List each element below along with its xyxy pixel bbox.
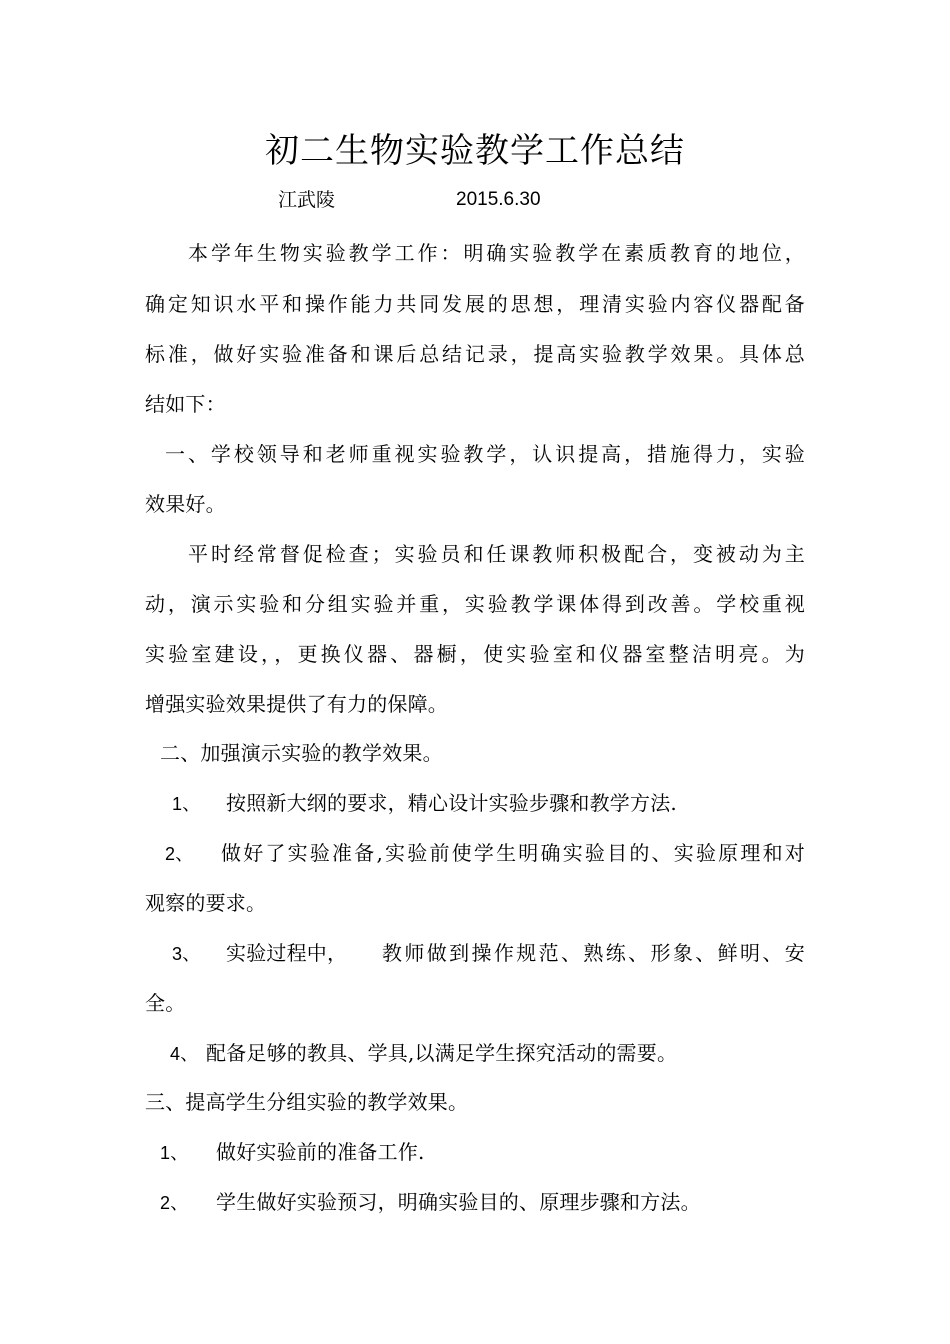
paragraph-line: 增强实验效果提供了有力的保障。 bbox=[145, 692, 448, 716]
paragraph-line: 平时经常督促检查；实验员和任课教师积极配合，变被动为主 bbox=[188, 542, 805, 566]
section-heading: 二、加强演示实验的教学效果。 bbox=[160, 741, 443, 765]
list-item-3 bbox=[172, 936, 805, 971]
section-heading: 三、提高学生分组实验的教学效果。 bbox=[145, 1090, 469, 1114]
paragraph-line: 效果好。 bbox=[145, 492, 226, 516]
list-item-text: 做好了实验准备,实验前使学生明确实验目的、实验原理和对 bbox=[221, 841, 805, 865]
list-item-text: 教师做到操作规范、熟练、形象、鲜明、安 bbox=[382, 941, 805, 965]
list-item-4 bbox=[170, 1036, 830, 1071]
list-marker: 2、 bbox=[165, 844, 194, 864]
paragraph-line: 动，演示实验和分组实验并重，实验教学课体得到改善。学校重视 bbox=[145, 592, 805, 616]
list-marker: 3、 bbox=[172, 944, 201, 964]
paragraph-line: 结如下： bbox=[145, 392, 226, 416]
list-marker: 1、 bbox=[172, 794, 201, 814]
paragraph-line: 确定知识水平和操作能力共同发展的思想，理清实验内容仪器配备 bbox=[145, 292, 805, 316]
paragraph-line: 标准，做好实验准备和课后总结记录，提高实验教学效果。具体总 bbox=[145, 342, 805, 366]
list-item-1 bbox=[172, 786, 832, 821]
list-item-text: 学生做好实验预习，明确实验目的、原理步骤和方法。 bbox=[216, 1190, 701, 1214]
list-marker: 1、 bbox=[160, 1143, 189, 1163]
author-name: 江武陵 bbox=[278, 189, 336, 211]
list-item-2 bbox=[165, 836, 805, 871]
paragraph-line: 全。 bbox=[145, 991, 186, 1015]
paragraph-line: 本学年生物实验教学工作：明确实验教学在素质教育的地位， bbox=[188, 241, 805, 265]
list-marker: 4、 bbox=[170, 1044, 199, 1064]
document-title: 初二生物实验教学工作总结 bbox=[265, 131, 685, 171]
list-item-1 bbox=[160, 1135, 820, 1170]
document-date: 2015.6.30 bbox=[456, 189, 541, 210]
list-item-2 bbox=[160, 1185, 820, 1220]
paragraph-line: 实验室建设，，更换仪器、器橱，使实验室和仪器室整洁明亮。为 bbox=[145, 642, 805, 666]
list-item-text: 配备足够的教具、学具,以满足学生探究活动的需要。 bbox=[206, 1041, 678, 1065]
list-marker: 2、 bbox=[160, 1193, 189, 1213]
list-item-text: 做好实验前的准备工作. bbox=[216, 1140, 425, 1164]
list-item-text: 实验过程中， bbox=[226, 941, 348, 965]
list-item-text: 按照新大纲的要求，精心设计实验步骤和教学方法. bbox=[226, 791, 677, 815]
section-heading: 一、学校领导和老师重视实验教学，认识提高，措施得力，实验 bbox=[165, 442, 805, 466]
paragraph-line: 观察的要求。 bbox=[145, 891, 267, 915]
